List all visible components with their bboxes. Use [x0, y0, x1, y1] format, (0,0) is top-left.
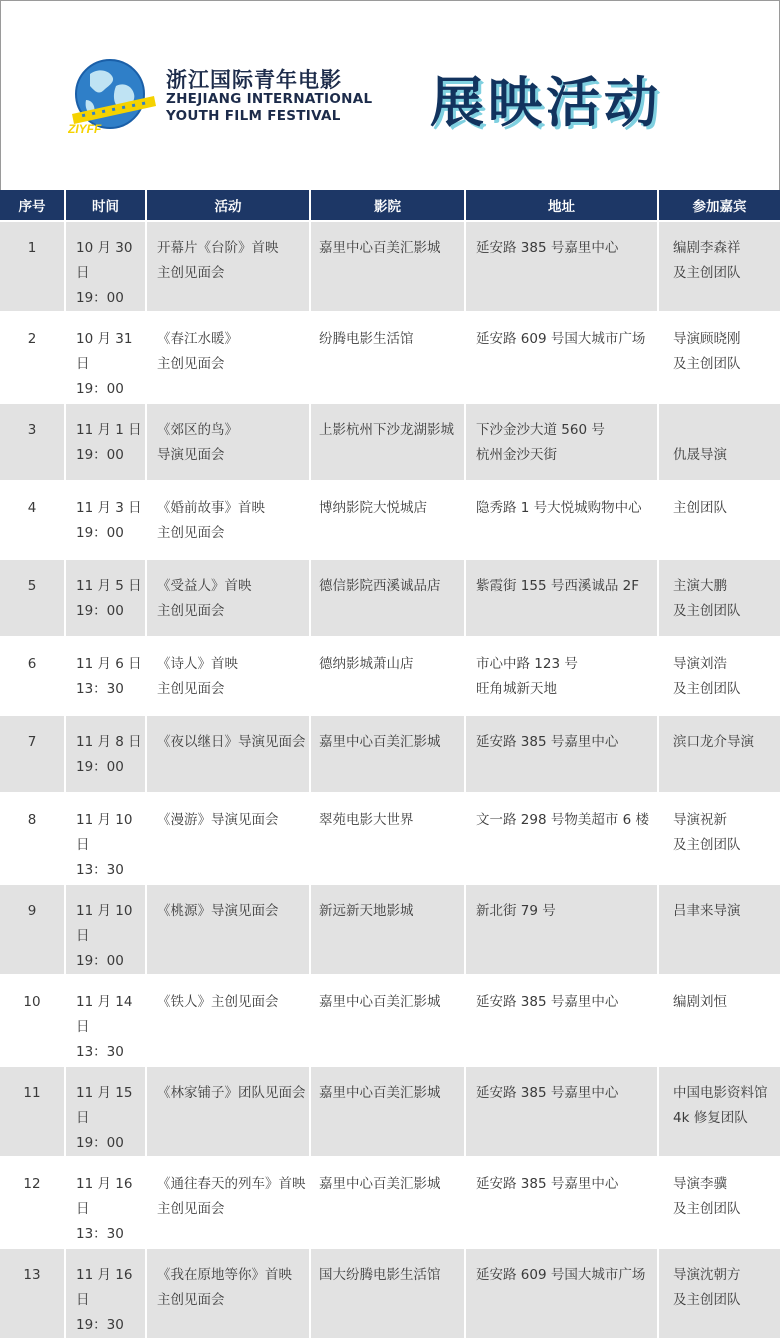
- cell-cinema: 德信影院西溪诚品店: [311, 558, 466, 636]
- cell-address: 下沙金沙大道 560 号 杭州金沙天街: [466, 402, 659, 480]
- cell-cinema: 纷腾电影生活馆: [311, 311, 466, 402]
- cell-no: 12: [0, 1156, 66, 1247]
- table-row: [0, 792, 780, 883]
- cell-activity: 《春江水暖》 主创见面会: [147, 311, 311, 402]
- cell-address: 紫霞街 155 号西溪诚品 2F: [466, 558, 659, 636]
- cell-activity: 《铁人》主创见面会: [147, 974, 311, 1065]
- cell-activity: 《通往春天的列车》首映 主创见面会: [147, 1156, 311, 1247]
- cell-no: 4: [0, 480, 66, 558]
- table-row: [0, 974, 780, 1065]
- cell-address: 延安路 385 号嘉里中心: [466, 714, 659, 792]
- page-header: [0, 0, 780, 190]
- table-row: [0, 714, 780, 792]
- cell-activity: 《我在原地等你》首映 主创见面会: [147, 1247, 311, 1338]
- table-row: [0, 636, 780, 714]
- cell-activity: 《林家铺子》团队见面会: [147, 1065, 311, 1156]
- cell-time: 11 月 15 日 19：00: [66, 1065, 147, 1156]
- cell-cinema: 嘉里中心百美汇影城: [311, 714, 466, 792]
- cell-cinema: 嘉里中心百美汇影城: [311, 1156, 466, 1247]
- festival-name-cn: 浙江国际青年电影: [166, 68, 342, 92]
- cell-time: 10 月 31 日 19：00: [66, 311, 147, 402]
- cell-guests: 主创团队: [659, 480, 780, 558]
- cell-cinema: 嘉里中心百美汇影城: [311, 1065, 466, 1156]
- cell-time: 11 月 16 日 19：30: [66, 1247, 147, 1338]
- cell-cinema: 翠苑电影大世界: [311, 792, 466, 883]
- cell-address: 延安路 385 号嘉里中心: [466, 974, 659, 1065]
- cell-no: 8: [0, 792, 66, 883]
- cell-guests: 导演李骥 及主创团队: [659, 1156, 780, 1247]
- festival-name-en-line2: YOUTH FILM FESTIVAL: [166, 108, 341, 124]
- cell-address: 延安路 385 号嘉里中心: [466, 1156, 659, 1247]
- cell-guests: 中国电影资料馆 4k 修复团队: [659, 1065, 780, 1156]
- logo-text: ZIYFF: [68, 122, 102, 136]
- cell-no: 1: [0, 220, 66, 311]
- cell-cinema: 新远新天地影城: [311, 883, 466, 974]
- table-row: [0, 1247, 780, 1338]
- cell-guests: 仇晟导演: [659, 402, 780, 480]
- cell-no: 5: [0, 558, 66, 636]
- cell-activity: 《受益人》首映 主创见面会: [147, 558, 311, 636]
- table-row: [0, 1156, 780, 1247]
- table-row: [0, 1065, 780, 1156]
- festival-logo-globe-icon: [68, 56, 158, 136]
- cell-cinema: 上影杭州下沙龙湖影城: [311, 402, 466, 480]
- column-header-activity: 活动: [147, 190, 311, 220]
- column-header-time: 时间: [66, 190, 147, 220]
- cell-time: 10 月 30 日 19：00: [66, 220, 147, 311]
- table-row: [0, 480, 780, 558]
- festival-name-en-line1: ZHEJIANG INTERNATIONAL: [166, 91, 373, 107]
- cell-activity: 《桃源》导演见面会: [147, 883, 311, 974]
- cell-cinema: 嘉里中心百美汇影城: [311, 220, 466, 311]
- cell-guests: 编剧李森祥 及主创团队: [659, 220, 780, 311]
- column-header-guests: 参加嘉宾: [659, 190, 780, 220]
- cell-no: 3: [0, 402, 66, 480]
- cell-activity: 开幕片《台阶》首映 主创见面会: [147, 220, 311, 311]
- table-row: [0, 883, 780, 974]
- cell-time: 11 月 10 日 13：30: [66, 792, 147, 883]
- cell-guests: 主演大鹏 及主创团队: [659, 558, 780, 636]
- cell-cinema: 国大纷腾电影生活馆: [311, 1247, 466, 1338]
- cell-time: 11 月 1 日 19：00: [66, 402, 147, 480]
- cell-activity: 《漫游》导演见面会: [147, 792, 311, 883]
- cell-time: 11 月 8 日 19：00: [66, 714, 147, 792]
- cell-no: 6: [0, 636, 66, 714]
- cell-cinema: 德纳影城萧山店: [311, 636, 466, 714]
- table-body: [0, 220, 780, 1338]
- page-title: 展映活动: [430, 71, 662, 134]
- cell-time: 11 月 10 日 19：00: [66, 883, 147, 974]
- cell-no: 2: [0, 311, 66, 402]
- cell-activity: 《诗人》首映 主创见面会: [147, 636, 311, 714]
- cell-address: 延安路 609 号国大城市广场: [466, 311, 659, 402]
- column-header-address: 地址: [466, 190, 659, 220]
- cell-activity: 《婚前故事》首映 主创见面会: [147, 480, 311, 558]
- table-row: [0, 220, 780, 311]
- cell-guests: 导演顾晓刚 及主创团队: [659, 311, 780, 402]
- cell-cinema: 博纳影院大悦城店: [311, 480, 466, 558]
- cell-guests: 吕聿来导演: [659, 883, 780, 974]
- cell-guests: 滨口龙介导演: [659, 714, 780, 792]
- cell-address: 延安路 385 号嘉里中心: [466, 220, 659, 311]
- cell-guests: 导演刘浩 及主创团队: [659, 636, 780, 714]
- cell-time: 11 月 16 日 13：30: [66, 1156, 147, 1247]
- cell-address: 市心中路 123 号 旺角城新天地: [466, 636, 659, 714]
- cell-no: 13: [0, 1247, 66, 1338]
- cell-time: 11 月 5 日 19：00: [66, 558, 147, 636]
- column-header-cinema: 影院: [311, 190, 466, 220]
- cell-no: 9: [0, 883, 66, 974]
- cell-time: 11 月 3 日 19：00: [66, 480, 147, 558]
- cell-no: 11: [0, 1065, 66, 1156]
- cell-no: 7: [0, 714, 66, 792]
- cell-activity: 《郊区的鸟》 导演见面会: [147, 402, 311, 480]
- table-row: [0, 402, 780, 480]
- cell-guests: 导演沈朝方 及主创团队: [659, 1247, 780, 1338]
- table-row: [0, 558, 780, 636]
- screening-schedule-table: [0, 190, 780, 1338]
- cell-guests: 编剧刘恒: [659, 974, 780, 1065]
- cell-no: 10: [0, 974, 66, 1065]
- cell-address: 新北街 79 号: [466, 883, 659, 974]
- cell-address: 隐秀路 1 号大悦城购物中心: [466, 480, 659, 558]
- cell-address: 延安路 609 号国大城市广场: [466, 1247, 659, 1338]
- cell-guests: 导演祝新 及主创团队: [659, 792, 780, 883]
- cell-time: 11 月 6 日 13：30: [66, 636, 147, 714]
- cell-address: 文一路 298 号物美超市 6 楼: [466, 792, 659, 883]
- table-row: [0, 311, 780, 402]
- table-header-row: [0, 190, 780, 220]
- cell-cinema: 嘉里中心百美汇影城: [311, 974, 466, 1065]
- column-header-no: 序号: [0, 190, 66, 220]
- cell-time: 11 月 14 日 13：30: [66, 974, 147, 1065]
- cell-address: 延安路 385 号嘉里中心: [466, 1065, 659, 1156]
- cell-activity: 《夜以继日》导演见面会: [147, 714, 311, 792]
